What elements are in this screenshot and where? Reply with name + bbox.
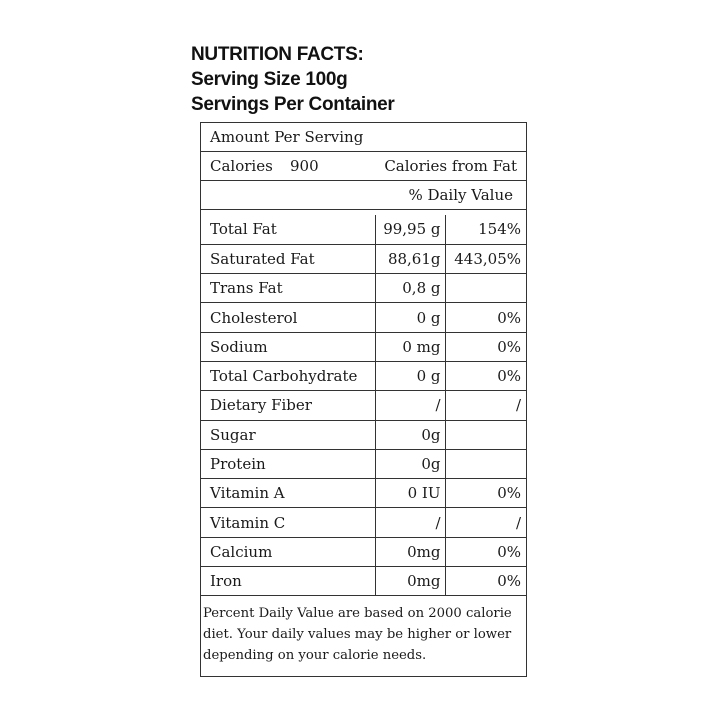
nutrient-name: Dietary Fiber [201,391,375,420]
nutrient-amount: 0g [375,420,445,449]
daily-value-row [201,181,526,210]
nutrient-row [201,215,526,244]
nutrient-amount: 0 mg [375,332,445,361]
amount-per-serving-row [201,123,526,152]
nutrient-amount: 0,8 g [375,274,445,303]
nutrient-name: Total Carbohydrate [201,361,375,390]
nutrient-name: Calcium [201,537,375,566]
calories-value: 900 [290,157,319,175]
nutrient-daily-value: / [445,508,526,537]
nutrient-name: Vitamin C [201,508,375,537]
nutrient-daily-value: 443,05% [445,244,526,273]
footnote: Percent Daily Value are based on 2000 calorie diet. Your daily values may be higher or lower depending on your calorie needs. [203,606,512,663]
calories-row [201,152,526,181]
nutrient-row [201,479,526,508]
nutrient-table [201,215,526,596]
nutrient-amount: / [375,391,445,420]
nutrient-amount: 99,95 g [375,215,445,244]
title: NUTRITION FACTS: [191,44,364,65]
nutrient-row [201,449,526,478]
nutrient-row [201,244,526,273]
nutrient-row [201,303,526,332]
amount-per-serving: Amount Per Serving [210,128,364,146]
daily-value-header: % Daily Value [408,186,513,204]
nutrient-daily-value: 154% [445,215,526,244]
servings-per-container: Servings Per Container [191,94,395,115]
nutrient-row [201,332,526,361]
nutrient-name: Iron [201,567,375,596]
calories-from-fat: Calories from Fat [384,157,517,175]
nutrient-row [201,567,526,596]
nutrient-row [201,420,526,449]
nutrient-daily-value: 0% [445,479,526,508]
nutrient-amount: 0 g [375,303,445,332]
nutrient-name: Vitamin A [201,479,375,508]
nutrient-amount: 88,61g [375,244,445,273]
nutrient-amount: / [375,508,445,537]
nutrient-daily-value [445,274,526,303]
nutrient-name: Trans Fat [201,274,375,303]
nutrient-amount: 0mg [375,567,445,596]
nutrient-row [201,508,526,537]
nutrient-daily-value [445,420,526,449]
label-heading [191,42,395,117]
nutrient-name: Cholesterol [201,303,375,332]
nutrient-daily-value: 0% [445,537,526,566]
nutrient-amount: 0mg [375,537,445,566]
nutrient-row [201,537,526,566]
nutrient-row [201,361,526,390]
nutrient-daily-value: 0% [445,332,526,361]
nutrient-name: Total Fat [201,215,375,244]
nutrient-name: Saturated Fat [201,244,375,273]
nutrient-row [201,391,526,420]
nutrient-name: Protein [201,449,375,478]
nutrient-name: Sodium [201,332,375,361]
nutrient-amount: 0 g [375,361,445,390]
nutrient-name: Sugar [201,420,375,449]
nutrient-daily-value: 0% [445,567,526,596]
nutrient-daily-value [445,449,526,478]
serving-size: Serving Size 100g [191,69,348,90]
calories-label: Calories [210,157,273,175]
nutrient-daily-value: 0% [445,361,526,390]
nutrient-daily-value: / [445,391,526,420]
nutrient-amount: 0g [375,449,445,478]
nutrition-label [200,122,527,677]
nutrient-amount: 0 IU [375,479,445,508]
nutrient-row [201,274,526,303]
nutrient-daily-value: 0% [445,303,526,332]
